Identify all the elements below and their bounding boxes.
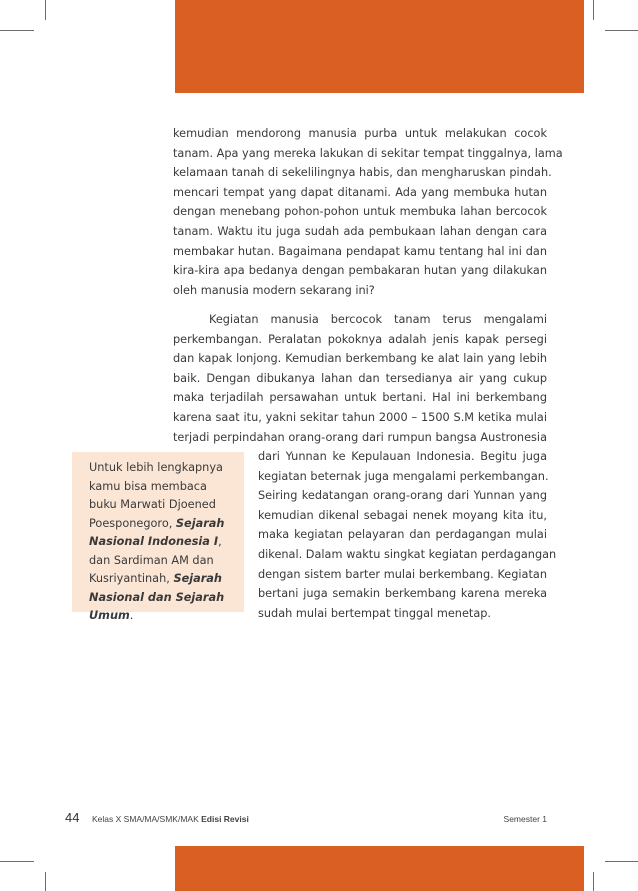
note-line: Untuk lebih lengkapnya bbox=[89, 461, 223, 474]
book-title: Nasional dan Sejarah bbox=[89, 590, 225, 604]
paragraph-1 bbox=[173, 124, 563, 300]
note-line: Kusriyantinah, Sejarah bbox=[89, 572, 222, 585]
note-line: kamu bisa membaca bbox=[89, 479, 207, 493]
crop-mark-top-right-v bbox=[593, 0, 594, 20]
book-title: Umum bbox=[89, 609, 130, 622]
text-line: tanam. Apa yang mereka lakukan di sekitar tempat tinggalnya, lama bbox=[173, 146, 563, 160]
page-footer bbox=[65, 810, 547, 829]
reading-note-box bbox=[72, 452, 244, 622]
text-line: kemudian dikenal sebagai nenek moyang kita itu, bbox=[258, 508, 547, 522]
crop-mark-bottom-left-v bbox=[45, 872, 46, 891]
text-line: dengan menebang pohon-pohon untuk membuka lahan bercocok bbox=[173, 205, 547, 219]
crop-mark-bottom-right-h bbox=[605, 861, 638, 862]
text-line: kemudian mendorong manusia purba untuk melakukan cocok bbox=[173, 127, 547, 140]
header-band bbox=[175, 0, 584, 93]
text-line: dan kapak lonjong. Kemudian berkembang ke alat lain yang lebih bbox=[173, 352, 547, 366]
text-line: tanam. Waktu itu juga sudah ada pembukaan lahan dengan cara bbox=[173, 224, 547, 238]
note-line: buku Marwati Djoened bbox=[89, 498, 216, 511]
text-line: mencari tempat yang dapat ditanami. Ada yang membuka hutan bbox=[173, 185, 547, 199]
crop-mark-bottom-left-h bbox=[0, 861, 34, 862]
text-line: terjadi perpindahan orang-orang dari rumpun bangsa Austronesia bbox=[173, 430, 547, 444]
text-line: dengan sistem barter mulai berkembang. Kegiatan bbox=[258, 567, 547, 581]
crop-mark-top-left-h bbox=[0, 30, 34, 31]
paragraph-2 bbox=[173, 310, 547, 447]
text-line: maka kegiatan pelayaran dan perdagangan mulai bbox=[258, 528, 547, 542]
crop-mark-top-right-h bbox=[605, 30, 638, 31]
text-line: dikenal. Dalam waktu singkat kegiatan perdagangan bbox=[258, 547, 557, 561]
page-number: 44 bbox=[65, 810, 80, 825]
edition-label: Edisi Revisi bbox=[201, 814, 249, 824]
note-line: dan Sardiman AM dan bbox=[89, 553, 214, 567]
note-line: Poesponegoro, Sejarah bbox=[89, 516, 225, 530]
text-line: perkembangan. Peralatan pokoknya adalah jenis kapak persegi bbox=[173, 332, 547, 346]
text-line: Kegiatan manusia bercocok tanam terus mengalami bbox=[209, 313, 547, 326]
note-line: Umum. bbox=[89, 609, 134, 622]
note-line bbox=[89, 589, 236, 608]
book-title: Nasional Indonesia I bbox=[89, 535, 219, 548]
text-line: kegiatan beternak juga mengalami perkembangan. bbox=[258, 469, 549, 483]
note-line: Nasional Indonesia I, bbox=[89, 535, 222, 548]
text-line: baik. Dengan dibukanya lahan dan tersedianya air yang cukup bbox=[173, 371, 547, 385]
crop-mark-bottom-right-v bbox=[593, 872, 594, 891]
crop-mark-top-left-v bbox=[45, 0, 46, 20]
book-title: Sejarah bbox=[175, 516, 225, 530]
text-line: dari Yunnan ke Kepulauan Indonesia. Begitu juga bbox=[258, 450, 547, 463]
text-line: sudah mulai bertempat tinggal menetap. bbox=[258, 606, 492, 620]
paragraph-2-continued bbox=[258, 447, 557, 623]
text-line: karena saat itu, yakni sekitar tahun 2000 – 1500 S.M ketika mulai bbox=[173, 410, 547, 424]
book-title: Sejarah bbox=[173, 572, 222, 585]
book-info: Kelas X SMA/MA/SMK/MAK Edisi Revisi bbox=[92, 814, 249, 824]
text-line: kira-kira apa bedanya dengan pembakaran hutan yang dilakukan bbox=[173, 264, 547, 278]
text-line: kelamaan tanah di sekelilingnya habis, dan mengharuskan pindah. bbox=[173, 166, 552, 180]
text-line: membakar hutan. Bagaimana pendapat kamu tentang hal ini dan bbox=[173, 244, 547, 258]
footer-band bbox=[175, 846, 584, 891]
text-line: Seiring kedatangan orang-orang dari Yunnan yang bbox=[258, 489, 547, 503]
semester-label: Semester 1 bbox=[503, 814, 547, 824]
text-line: oleh manusia modern sekarang ini? bbox=[173, 283, 375, 297]
text-line: bertani juga semakin berkembang karena mereka bbox=[258, 587, 547, 601]
text-line: maka terjadilah persawahan untuk bertani. Hal ini berkembang bbox=[173, 391, 547, 405]
